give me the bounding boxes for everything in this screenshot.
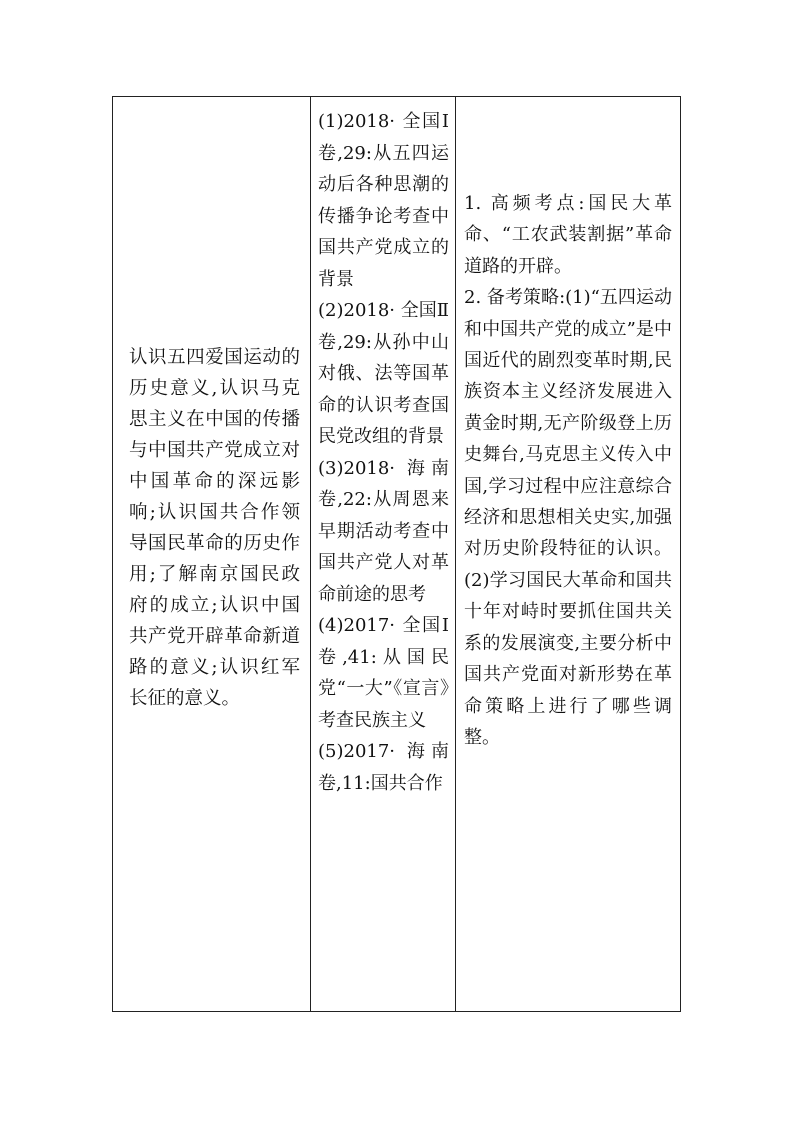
exam-entry: (4)2017· 全国Ⅰ卷,41:从国民党“一大”《宣言》考查民族主义 (318, 615, 449, 731)
exam-entry: (2)2018· 全国Ⅱ卷,29:从孙中山对俄、法等国革命的认识考查国民党改组的背景 (318, 300, 449, 447)
exam-entries-cell (311, 97, 456, 1011)
curriculum-requirement-cell (113, 97, 311, 1011)
exam-entry: (5)2017· 海南卷,11:国共合作 (318, 741, 449, 794)
exam-entry: (3)2018· 海南卷,22:从周恩来早期活动考查中国共产党人对革命前途的思考 (318, 457, 449, 605)
curriculum-requirement-text: 认识五四爱国运动的历史意义,认识马克思主义在中国的传播与中国共产党成立对中国革命的深远影响;认识国共合作领导国民革命的历史作用;了解南京国民政府的成立;认识中国共产党开辟革命新道路的意义;认识红军长征的意义。 (129, 347, 300, 709)
study-strategy-cell (456, 97, 680, 1011)
strategy-paragraph: 2. 备考策略:(1)“五四运动和中国共产党的成立”是中国近代的剧烈变革时期,民族资本主义经济发展进入黄金时期,无产阶级登上历史舞台,马克思主义传入中国,学习过程中应注意综合经济和思想相关史实,加强对历史阶段特征的认识。(2)学习国民大革命和国共十年对峙时要抓住国共关系的发展演变,主要分析中国共产党面对新形势在革命策略上进行了哪些调整。 (464, 287, 672, 748)
exam-entry: (1)2018· 全国Ⅰ卷,29:从五四运动后各种思潮的传播争论考查中国共产党成立的背景 (318, 111, 449, 290)
syllabus-table (112, 96, 681, 1012)
strategy-paragraph: 1. 高频考点:国民大革命、“工农武装割据”革命道路的开辟。 (464, 193, 672, 277)
